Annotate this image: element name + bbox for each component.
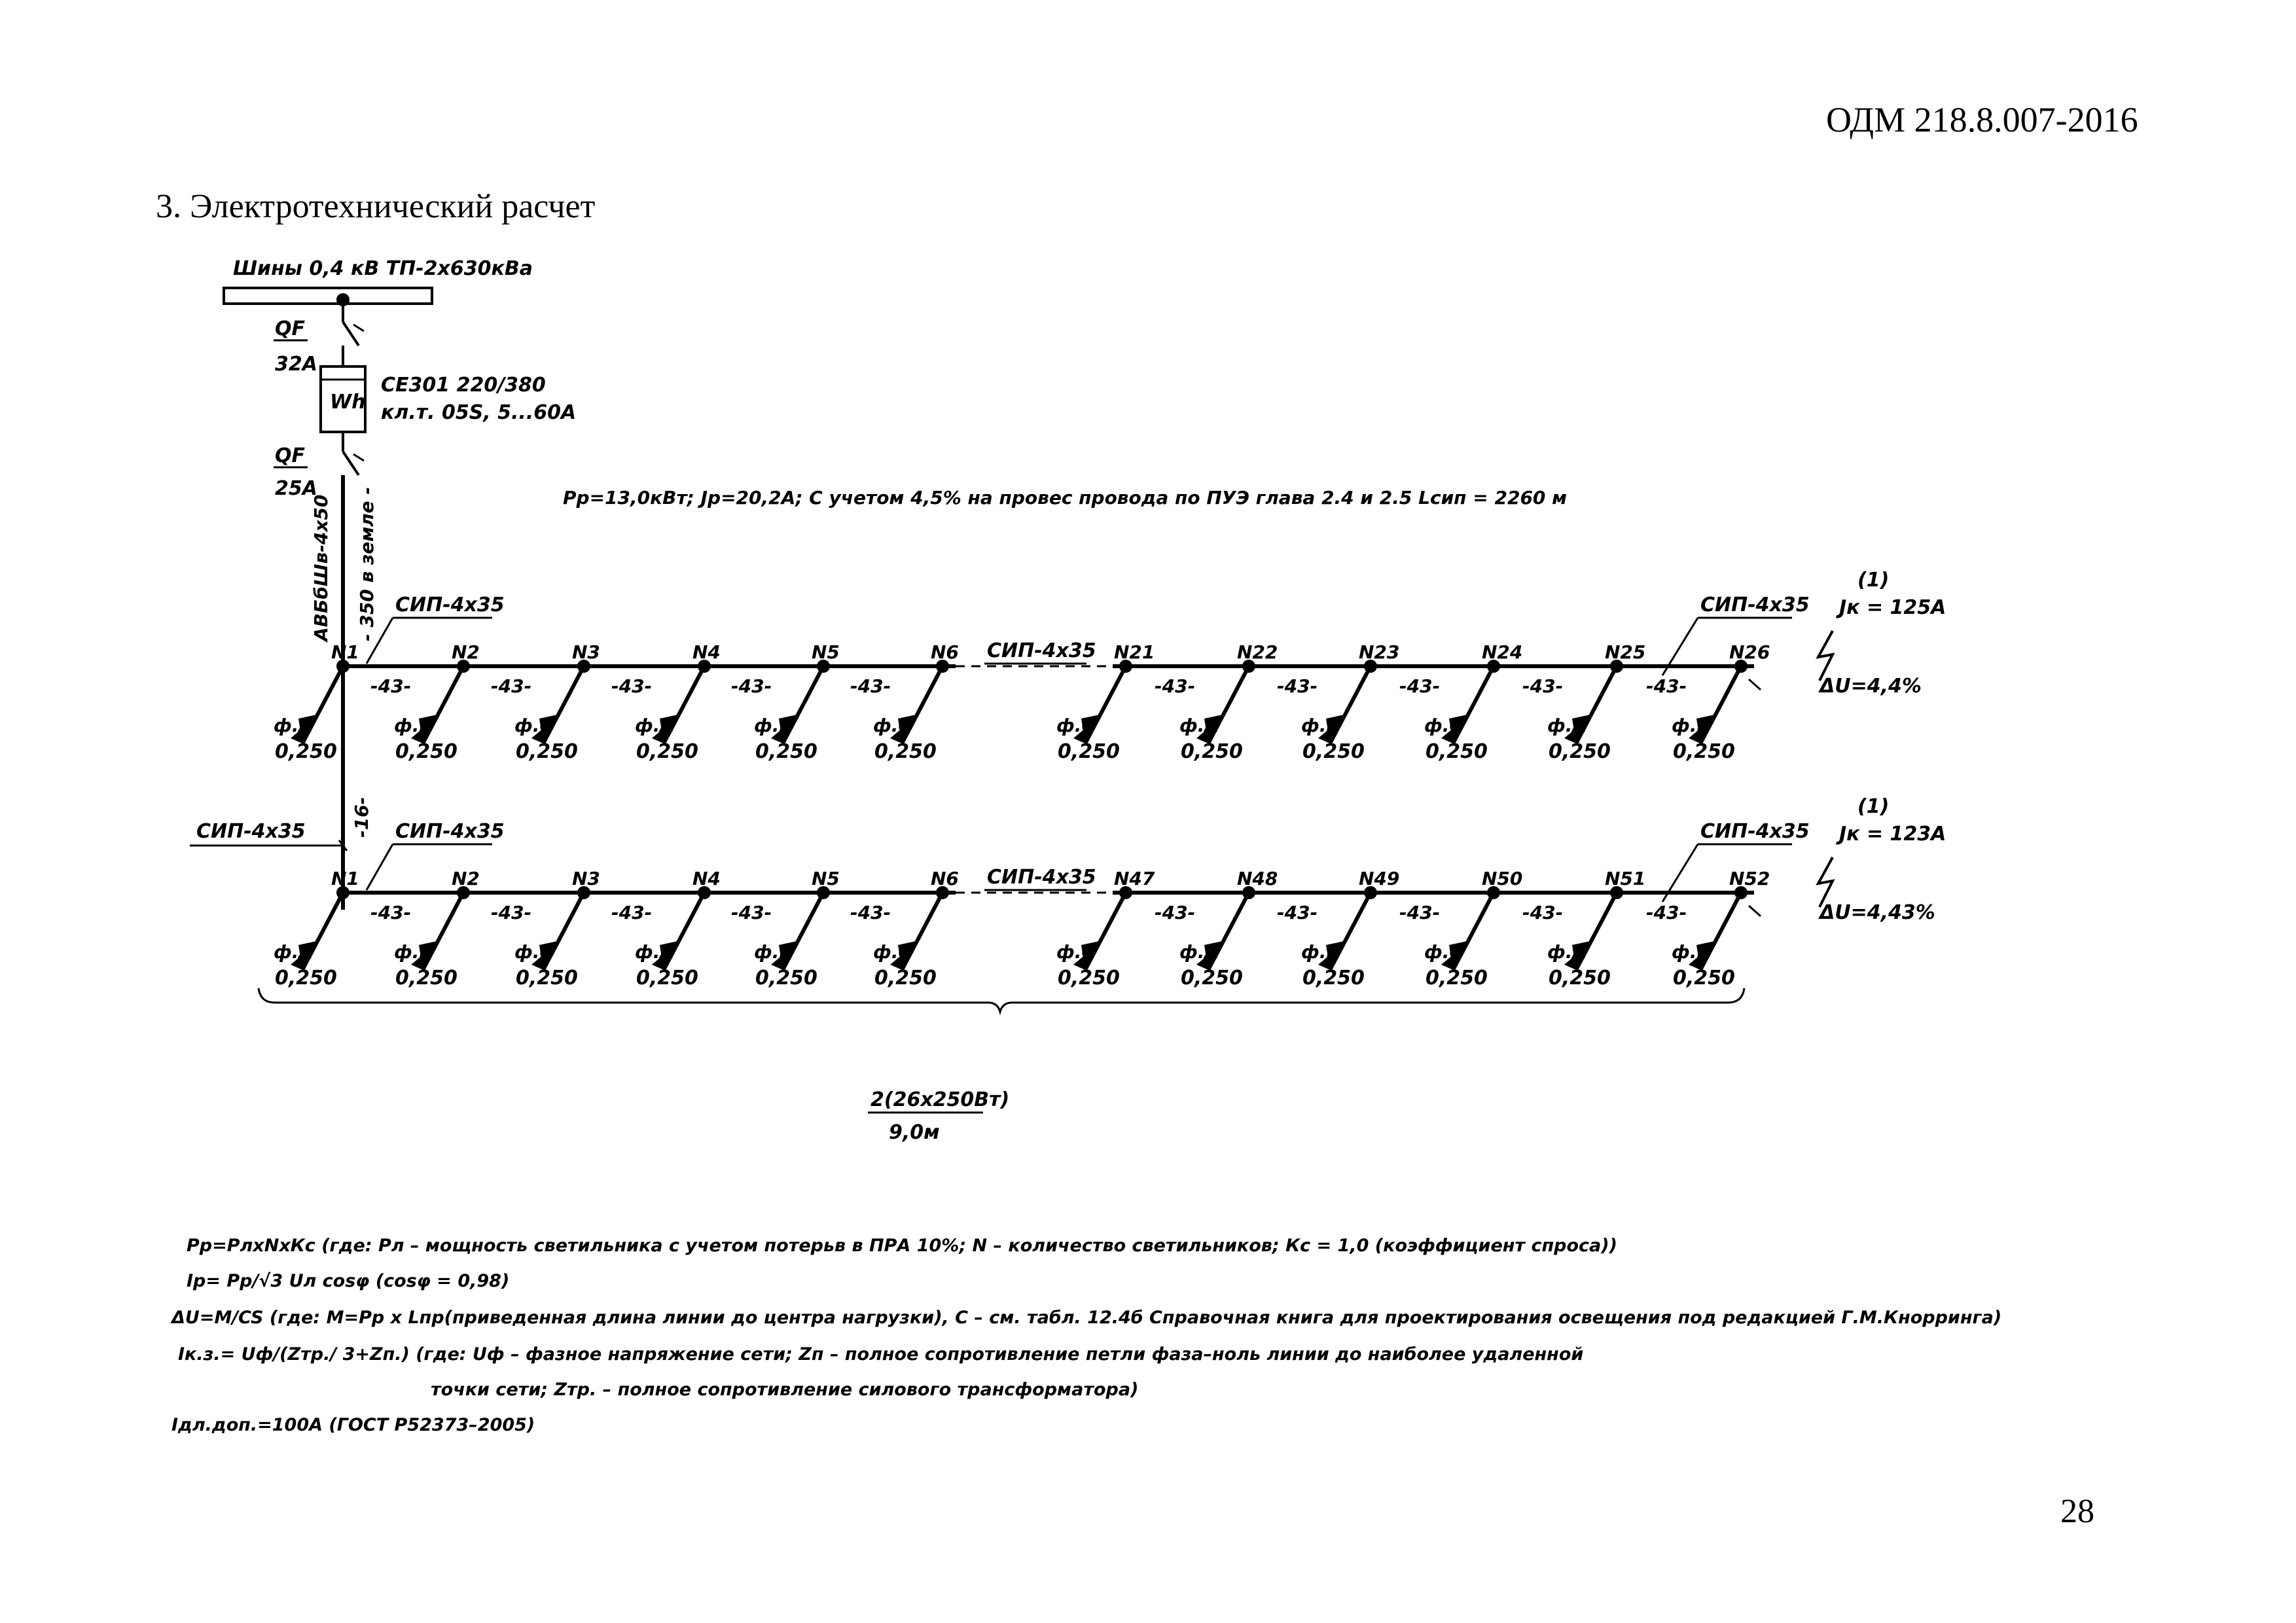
phase-label: ф.А xyxy=(635,715,675,736)
qf2-rating: 25А xyxy=(275,477,317,500)
node-label: N23 xyxy=(1359,641,1400,663)
lamp-power-label: 0,250 xyxy=(516,740,578,763)
voltage-drop: ΔU=4,4% xyxy=(1820,675,1922,698)
span-length-label: -43- xyxy=(370,902,412,923)
formula-allowable-current: Iдл.доп.=100А (ГОСТ Р52373–2005) xyxy=(171,1415,535,1435)
node-label: N22 xyxy=(1237,641,1278,663)
lamp-power-label: 0,250 xyxy=(275,740,337,763)
lamp-power-label: 0,250 xyxy=(516,967,578,990)
phase-label: ф.С xyxy=(873,941,912,963)
section-title: 3. Электротехнический расчет xyxy=(156,188,596,225)
voltage-drop: ΔU=4,43% xyxy=(1820,901,1935,924)
node-label: N49 xyxy=(1359,868,1400,889)
lamp-power-label: 0,250 xyxy=(1549,740,1611,763)
lamp-power-label: 0,250 xyxy=(1181,740,1243,763)
phase-label: ф.В xyxy=(1672,941,1711,963)
pole-height-label: 9,0м xyxy=(889,1121,940,1144)
phase-label: ф.В xyxy=(1672,715,1711,736)
node-label: N2 xyxy=(452,868,480,889)
span-length-label: -43- xyxy=(491,902,532,923)
lamp-power-label: 0,250 xyxy=(636,740,698,763)
gap-cable-label: СИП-4х35 xyxy=(987,639,1096,662)
span-length-label: -43- xyxy=(611,675,653,697)
span-length-label: -43- xyxy=(611,902,653,923)
lightning-icon xyxy=(1818,631,1833,681)
phase-label: ф.А xyxy=(635,941,675,963)
span-length-label: -43- xyxy=(491,675,532,697)
node-label: N51 xyxy=(1605,868,1646,889)
start-cable-label: СИП-4х35 xyxy=(395,820,505,843)
phase-label: ф.В xyxy=(754,941,793,963)
node-label: N6 xyxy=(931,641,959,663)
phase-label: ф.А xyxy=(1547,715,1587,736)
node-label: N50 xyxy=(1482,868,1523,889)
phase-label: ф.А xyxy=(274,715,314,736)
short-circuit-ref: (1) xyxy=(1857,569,1890,592)
lightning-icon xyxy=(1818,857,1833,907)
gap-cable-label: СИП-4х35 xyxy=(987,866,1096,889)
phase-label: ф.В xyxy=(1301,715,1340,736)
phase-label: ф.С xyxy=(1056,715,1095,736)
node-label: N2 xyxy=(452,641,480,663)
phase-label: ф.С xyxy=(514,715,553,736)
span-length-label: -43- xyxy=(1399,902,1441,923)
start-cable-label: СИП-4х35 xyxy=(395,594,505,616)
node-label: N3 xyxy=(572,868,600,889)
node-label: N5 xyxy=(812,868,840,889)
terminal-mark xyxy=(1749,906,1761,916)
formula-short-circuit-cont: точки сети; Zтр. – полное сопротивление силового трансформатора) xyxy=(431,1380,1139,1400)
node-label: N3 xyxy=(572,641,600,663)
lamp-power-label: 0,250 xyxy=(395,967,457,990)
lamp-power-label: 0,250 xyxy=(874,967,937,990)
node-label: N6 xyxy=(931,868,959,889)
lamp-power-label: 0,250 xyxy=(755,967,817,990)
qf1-rating: 32А xyxy=(275,353,317,376)
incoming-cable-label: СИП-4х35 xyxy=(196,820,306,843)
node-label: N47 xyxy=(1114,868,1155,889)
busbar xyxy=(224,288,432,304)
lamp-power-label: 0,250 xyxy=(1302,967,1365,990)
span-length-label: -43- xyxy=(1646,902,1687,923)
vertical-span-label: -16- xyxy=(351,796,372,838)
lamp-power-label: 0,250 xyxy=(1673,740,1735,763)
phase-label: ф.С xyxy=(514,941,553,963)
meter-model: СЕ301 220/380 xyxy=(381,374,546,397)
lamp-power-label: 0,250 xyxy=(1181,967,1243,990)
span-length-label: -43- xyxy=(850,675,891,697)
bus-label: Шины 0,4 кВ ТП-2х630кВа xyxy=(233,257,533,280)
lamp-power-label: 0,250 xyxy=(874,740,937,763)
span-length-label: -43- xyxy=(1399,675,1441,697)
span-length-label: -43- xyxy=(1277,902,1318,923)
node-label: N5 xyxy=(812,641,840,663)
phase-label: ф.С xyxy=(1056,941,1095,963)
end-cable-label: СИП-4х35 xyxy=(1700,820,1810,843)
document-code: ОДМ 218.8.007-2016 xyxy=(1826,100,2138,139)
node-label: N1 xyxy=(331,868,359,889)
span-length-label: -43- xyxy=(1646,675,1687,697)
node-label: N1 xyxy=(331,641,359,663)
group-brace xyxy=(259,988,1744,1012)
formula-short-circuit: Iк.з.= Uф/(Zтр./ 3+Zп.) (где: Uф – фазное напряжение сети; Zп – полное сопротивление петли фаза–ноль линии до наиболее удаленной xyxy=(178,1344,1584,1364)
terminal-mark xyxy=(1749,679,1761,690)
phase-label: ф.С xyxy=(1424,941,1463,963)
lamp-power-label: 0,250 xyxy=(1058,967,1120,990)
formula-power: Рр=РлхNхКс (где: Рл – мощность светильника с учетом потерьв в ПРА 10%; N – количество светильников; Кс = 1,0 (коэффициент спроса)) xyxy=(187,1236,1617,1256)
span-length-label: -43- xyxy=(1522,902,1564,923)
short-circuit-ref: (1) xyxy=(1857,795,1890,818)
supply-section xyxy=(190,257,576,910)
lamp-power-label: 0,250 xyxy=(1302,740,1365,763)
span-length-label: -43- xyxy=(731,675,772,697)
span-length-label: -43- xyxy=(370,675,412,697)
phase-label: ф.А xyxy=(1179,715,1219,736)
phase-label: ф.В xyxy=(754,715,793,736)
node-label: N4 xyxy=(692,868,721,889)
span-length-label: -43- xyxy=(850,902,891,923)
lamp-power-label: 0,250 xyxy=(1673,967,1735,990)
short-circuit-current: Jк = 123А xyxy=(1839,823,1946,846)
node-label: N52 xyxy=(1729,868,1770,889)
line-rows xyxy=(274,569,1946,990)
node-label: N25 xyxy=(1605,641,1646,663)
span-length-label: -43- xyxy=(1155,902,1196,923)
span-length-label: -43- xyxy=(1277,675,1318,697)
phase-label: ф.А xyxy=(274,941,314,963)
lamp-power-label: 0,250 xyxy=(636,967,698,990)
qf2-label: QF xyxy=(275,444,305,467)
lamp-power-label: 0,250 xyxy=(755,740,817,763)
phase-label: ф.В xyxy=(394,941,433,963)
phase-label: ф.С xyxy=(873,715,912,736)
phase-label: ф.С xyxy=(1424,715,1463,736)
formula-current: Iр= Рр/√3 Uл cosφ (cosφ = 0,98) xyxy=(187,1271,510,1291)
span-length-label: -43- xyxy=(1522,675,1564,697)
lamp-power-label: 0,250 xyxy=(395,740,457,763)
fixture-count-label: 2(26х250Вт) xyxy=(870,1088,1010,1111)
formula-voltage-drop: ΔU=M/CS (где: M=Рр x Lпр(приведенная длина линии до центра нагрузки), С – см. табл. 12.4б Справочная книга для проектирования освещения под редакцией Г.М.Кнорринга) xyxy=(171,1308,2002,1328)
node-label: N48 xyxy=(1237,868,1278,889)
feeder-cable-label: АВБбШв-4х50 xyxy=(310,494,332,641)
meter-symbol: Wh xyxy=(330,391,366,414)
qf1-label: QF xyxy=(275,317,305,340)
meter-spec: кл.т. 05S, 5...60А xyxy=(381,401,577,424)
phase-label: ф.В xyxy=(1301,941,1340,963)
lamp-power-label: 0,250 xyxy=(1426,740,1488,763)
line-row xyxy=(274,795,1946,990)
page-number: 28 xyxy=(2060,1493,2094,1530)
formula-notes xyxy=(170,1236,2001,1435)
short-circuit-current: Jк = 125А xyxy=(1839,596,1946,619)
load-summary-line: Рр=13,0кВт; Jр=20,2А; С учетом 4,5% на провес провода по ПУЭ глава 2.4 и 2.5 Lсип = 2260 м xyxy=(563,487,1568,508)
node-label: N24 xyxy=(1482,641,1523,663)
node-label: N4 xyxy=(692,641,721,663)
phase-label: ф.В xyxy=(394,715,433,736)
phase-label: ф.А xyxy=(1179,941,1219,963)
lamp-power-label: 0,250 xyxy=(1426,967,1488,990)
node-label: N26 xyxy=(1729,641,1770,663)
phase-label: ф.А xyxy=(1547,941,1587,963)
start-cable-leader xyxy=(367,844,393,890)
line-row xyxy=(274,569,1946,763)
span-length-label: -43- xyxy=(1155,675,1196,697)
node-label: N21 xyxy=(1114,641,1155,663)
lamp-power-label: 0,250 xyxy=(275,967,337,990)
feeder-length-label: - 350 в земле - xyxy=(356,486,378,641)
lamp-power-label: 0,250 xyxy=(1058,740,1120,763)
lamp-power-label: 0,250 xyxy=(1549,967,1611,990)
end-cable-label: СИП-4х35 xyxy=(1700,594,1810,616)
span-length-label: -43- xyxy=(731,902,772,923)
